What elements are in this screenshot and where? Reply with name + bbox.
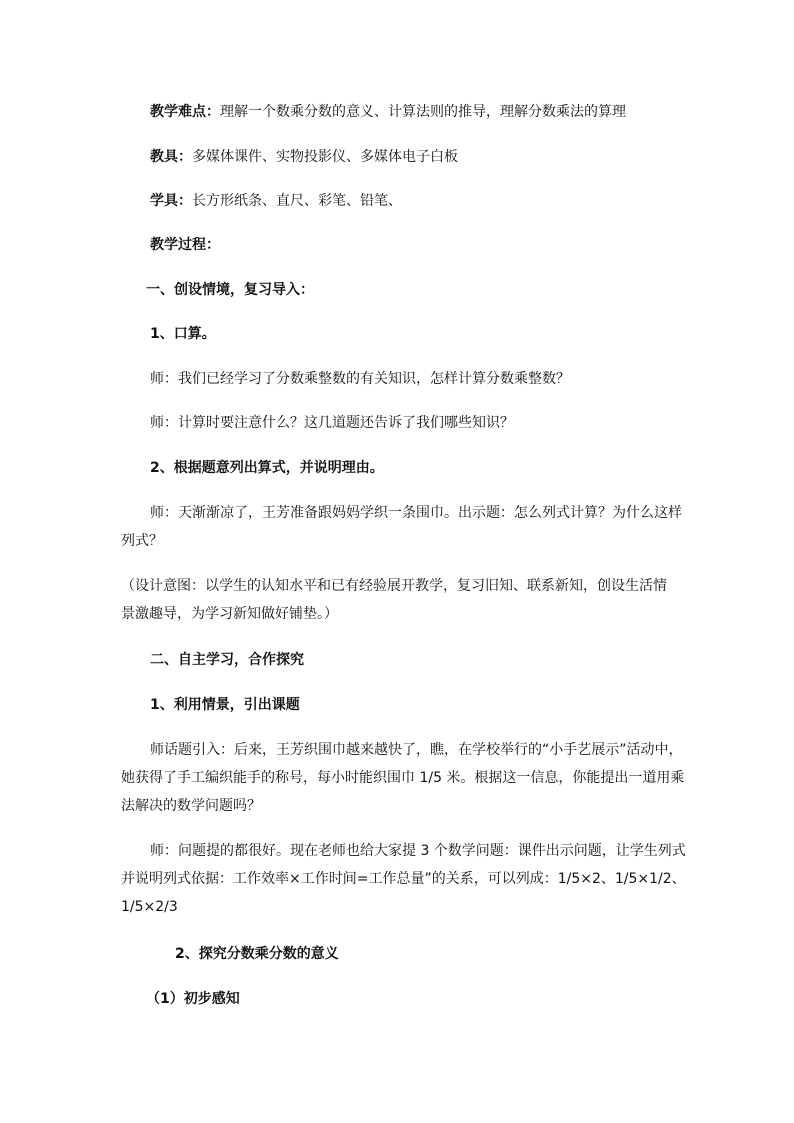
process-heading: 教学过程： — [150, 237, 220, 253]
difficulty-label: 教学难点： — [150, 104, 220, 120]
tools-line — [150, 147, 458, 167]
student-tools-line — [150, 191, 402, 211]
difficulty-text: 理解一个数乘分数的意义、计算法则的推导，理解分数乘法的算理 — [220, 104, 626, 120]
s1-item1-title: 1、口算。 — [150, 326, 216, 342]
tools-text: 多媒体课件、实物投影仪、多媒体电子白板 — [192, 149, 458, 165]
s2-intro-line-3: 法解决的数学问题吗？ — [121, 798, 261, 814]
design-note-line-1: （设计意图：以学生的认知水平和已有经验展开教学，复习旧知、联系新知，创设生活情 — [121, 578, 667, 594]
tools-label: 教具： — [150, 149, 192, 165]
design-note-line-2: 景激趣导，为学习新知做好铺垫。） — [121, 606, 338, 622]
s2-intro-line-2: 她获得了手工编织能手的称号，每小时能织围巾 1/5 米。根据这一信息，你能提出一道用乘 — [121, 770, 685, 786]
s1-item2-title: 2、根据题意列出算式，并说明理由。 — [150, 460, 384, 476]
s1-teacher-q2: 师：计算时要注意什么？这几道题还告诉了我们哪些知识？ — [150, 415, 514, 431]
difficulty-line — [150, 102, 626, 122]
s2-item1-title: 1、利用情景，引出课题 — [150, 697, 300, 713]
s2-intro-line-1: 师话题引入：后来，王芳织围巾越来越快了，瞧，在学校举行的“小手艺展示”活动中， — [150, 742, 683, 758]
s2-item2-title: 2、探究分数乘分数的意义 — [175, 946, 339, 962]
s2-teacher-line-1: 师：问题提的都很好。现在老师也给大家提 3 个数学问题：课件出示问题，让学生列式 — [150, 843, 686, 859]
section2-title: 二、自主学习，合作探究 — [150, 652, 304, 668]
student-tools-label: 学具： — [150, 193, 192, 209]
s1-scene-line-2: 列式？ — [121, 533, 163, 549]
section1-title: 一、创设情境，复习导入： — [146, 282, 314, 298]
s2-teacher-line-2: 并说明列式依据：工作效率×工作时间=工作总量”的关系，可以列成：1/5×2、1/5×1/2、 — [121, 871, 686, 887]
s2-sub1-title: （1）初步感知 — [146, 991, 240, 1007]
student-tools-text: 长方形纸条、直尺、彩笔、铅笔、 — [192, 193, 402, 209]
s2-teacher-line-3: 1/5×2/3 — [121, 899, 178, 915]
s1-scene-line-1: 师：天渐渐凉了，王芳准备跟妈妈学织一条围巾。出示题：怎么列式计算？为什么这样 — [150, 505, 682, 521]
s1-teacher-q1: 师：我们已经学习了分数乘整数的有关知识，怎样计算分数乘整数？ — [150, 371, 570, 387]
